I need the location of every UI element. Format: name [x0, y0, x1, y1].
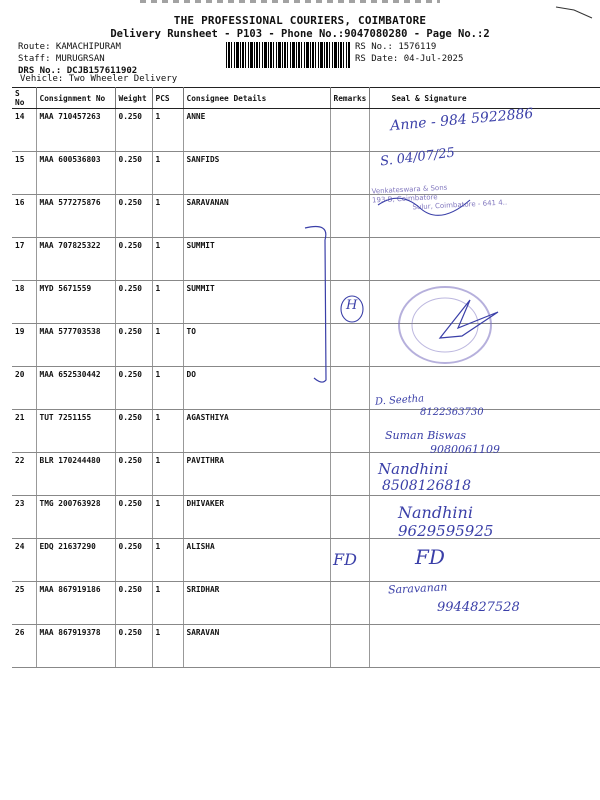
cell-remarks [330, 582, 369, 625]
cell-pcs: 1 [152, 625, 183, 668]
sign-row24-name: Nandhini [398, 503, 473, 522]
sign-row25: FD [415, 545, 445, 569]
cell-consignment: MAA 600536803 [36, 152, 115, 195]
remark-row25: FD [333, 550, 357, 569]
cell-sno: 26 [12, 625, 36, 668]
cell-pcs: 1 [152, 152, 183, 195]
staff-label: Staff: MURUGRSAN [18, 54, 105, 64]
cell-signature [369, 238, 600, 281]
cell-remarks [330, 496, 369, 539]
sign-row24-phone: 9629595925 [398, 522, 494, 540]
cell-consignee: SARAVAN [183, 625, 330, 668]
col-consignee: Consignee Details [183, 88, 330, 109]
cell-consignment: MYD 5671559 [36, 281, 115, 324]
route-label: Route: KAMACHIPURAM [18, 42, 121, 52]
cell-consignee: TO [183, 324, 330, 367]
cell-pcs: 1 [152, 324, 183, 367]
cell-sno: 25 [12, 582, 36, 625]
cell-weight: 0.250 [115, 410, 152, 453]
stamp-line-3: Sulur, Coimbatore - 641 4.. [412, 198, 508, 212]
col-consignment: Consignment No [36, 88, 115, 109]
cell-sno: 21 [12, 410, 36, 453]
cell-pcs: 1 [152, 539, 183, 582]
cell-sno: 24 [12, 539, 36, 582]
cell-consignment: MAA 577703538 [36, 324, 115, 367]
cell-weight: 0.250 [115, 496, 152, 539]
cell-weight: 0.250 [115, 281, 152, 324]
runsheet-table [12, 87, 600, 668]
table-row [12, 238, 600, 281]
cell-weight: 0.250 [115, 453, 152, 496]
cell-signature [369, 625, 600, 668]
cell-weight: 0.250 [115, 367, 152, 410]
cell-sno: 19 [12, 324, 36, 367]
cell-consignee: PAVITHRA [183, 453, 330, 496]
col-signature: Seal & Signature [369, 88, 600, 109]
cell-consignment: TMG 200763928 [36, 496, 115, 539]
cell-consignee: SUMMIT [183, 281, 330, 324]
cell-consignee: DO [183, 367, 330, 410]
cell-weight: 0.250 [115, 324, 152, 367]
cell-sno: 23 [12, 496, 36, 539]
table-row [12, 281, 600, 324]
stamp-line-2: 193-B, Coimbatore [371, 193, 438, 205]
col-sno: S No [12, 88, 36, 109]
cell-weight: 0.250 [115, 539, 152, 582]
cell-sno: 16 [12, 195, 36, 238]
cell-weight: 0.250 [115, 152, 152, 195]
sign-row26-phone: 9944827528 [437, 600, 520, 615]
cell-consignee: ANNE [183, 109, 330, 152]
cell-consignment: EDQ 21637290 [36, 539, 115, 582]
cell-consignee: AGASTHIYA [183, 410, 330, 453]
barcode [226, 42, 350, 68]
rs-number: RS No.: 1576119 [355, 42, 437, 52]
cell-consignee: DHIVAKER [183, 496, 330, 539]
sign-row15: S. 04/07/25 [379, 145, 456, 170]
cell-consignment: MAA 652530442 [36, 367, 115, 410]
cell-consignee: ALISHA [183, 539, 330, 582]
col-pcs: PCS [152, 88, 183, 109]
cell-pcs: 1 [152, 109, 183, 152]
drs-label: DRS No.: DCJB157611902 [18, 66, 138, 76]
cell-consignment: MAA 867919378 [36, 625, 115, 668]
company-title: THE PROFESSIONAL COURIERS, COIMBATORE [173, 14, 427, 27]
cell-consignment: MAA 707825322 [36, 238, 115, 281]
cell-sno: 17 [12, 238, 36, 281]
cell-remarks [330, 238, 369, 281]
table-row [12, 496, 600, 539]
cell-signature [369, 539, 600, 582]
cell-pcs: 1 [152, 367, 183, 410]
col-weight: Weight [115, 88, 152, 109]
cell-consignee: SARAVANAN [183, 195, 330, 238]
cell-remarks [330, 453, 369, 496]
table-row [12, 453, 600, 496]
sign-row26-name: Saravanan [387, 580, 448, 597]
cell-weight: 0.250 [115, 109, 152, 152]
sign-row21-phone: 8122363730 [420, 407, 484, 418]
cell-weight: 0.250 [115, 238, 152, 281]
cell-pcs: 1 [152, 582, 183, 625]
cell-signature [369, 324, 600, 367]
cell-remarks [330, 324, 369, 367]
vehicle-label: Vehicle: Two Wheeler Delivery [20, 74, 178, 84]
cell-weight: 0.250 [115, 582, 152, 625]
scan-marks [140, 0, 440, 3]
cell-consignment: MAA 867919186 [36, 582, 115, 625]
cell-pcs: 1 [152, 195, 183, 238]
cell-sno: 18 [12, 281, 36, 324]
cell-pcs: 1 [152, 410, 183, 453]
cell-consignment: MAA 710457263 [36, 109, 115, 152]
stamp-line-1: Venkateswara & Sons [371, 183, 448, 196]
sign-row21-name: D. Seetha [374, 393, 425, 408]
meta-left [18, 41, 137, 77]
table-row [12, 410, 600, 453]
rs-date: RS Date: 04-Jul-2025 [355, 54, 464, 64]
cell-consignment: MAA 577275876 [36, 195, 115, 238]
cell-remarks [330, 367, 369, 410]
table-row [12, 152, 600, 195]
cell-sno: 20 [12, 367, 36, 410]
cell-signature [369, 281, 600, 324]
table-header-row [12, 88, 600, 109]
sign-row22-name: Suman Biswas [385, 429, 467, 442]
cell-sno: 22 [12, 453, 36, 496]
table-row [12, 367, 600, 410]
cell-remarks [330, 152, 369, 195]
table-row [12, 195, 600, 238]
cell-consignee: SANFIDS [183, 152, 330, 195]
sign-row22-phone: 9080061109 [430, 443, 500, 456]
table-row [12, 625, 600, 668]
cell-remarks [330, 625, 369, 668]
remark-row19: H [346, 298, 358, 313]
cell-pcs: 1 [152, 238, 183, 281]
cell-remarks [330, 410, 369, 453]
sign-row14: Anne - 984 5922886 [389, 105, 535, 135]
cell-remarks [330, 109, 369, 152]
cell-consignment: TUT 7251155 [36, 410, 115, 453]
cell-weight: 0.250 [115, 195, 152, 238]
cell-pcs: 1 [152, 496, 183, 539]
cell-weight: 0.250 [115, 625, 152, 668]
runsheet-subtitle: Delivery Runsheet - P103 - Phone No.:9047080280 - Page No.:2 [110, 28, 490, 40]
cell-sno: 15 [12, 152, 36, 195]
sign-row23-name: Nandhini [378, 460, 449, 478]
cell-consignee: SUMMIT [183, 238, 330, 281]
sign-row23-phone: 8508126818 [382, 478, 472, 494]
col-remarks: Remarks [330, 88, 369, 109]
cell-consignee: SRIDHAR [183, 582, 330, 625]
cell-pcs: 1 [152, 281, 183, 324]
cell-remarks [330, 195, 369, 238]
table-row [12, 324, 600, 367]
cell-consignment: BLR 170244480 [36, 453, 115, 496]
cell-sno: 14 [12, 109, 36, 152]
meta-right [355, 41, 463, 65]
table-row [12, 539, 600, 582]
cell-pcs: 1 [152, 453, 183, 496]
